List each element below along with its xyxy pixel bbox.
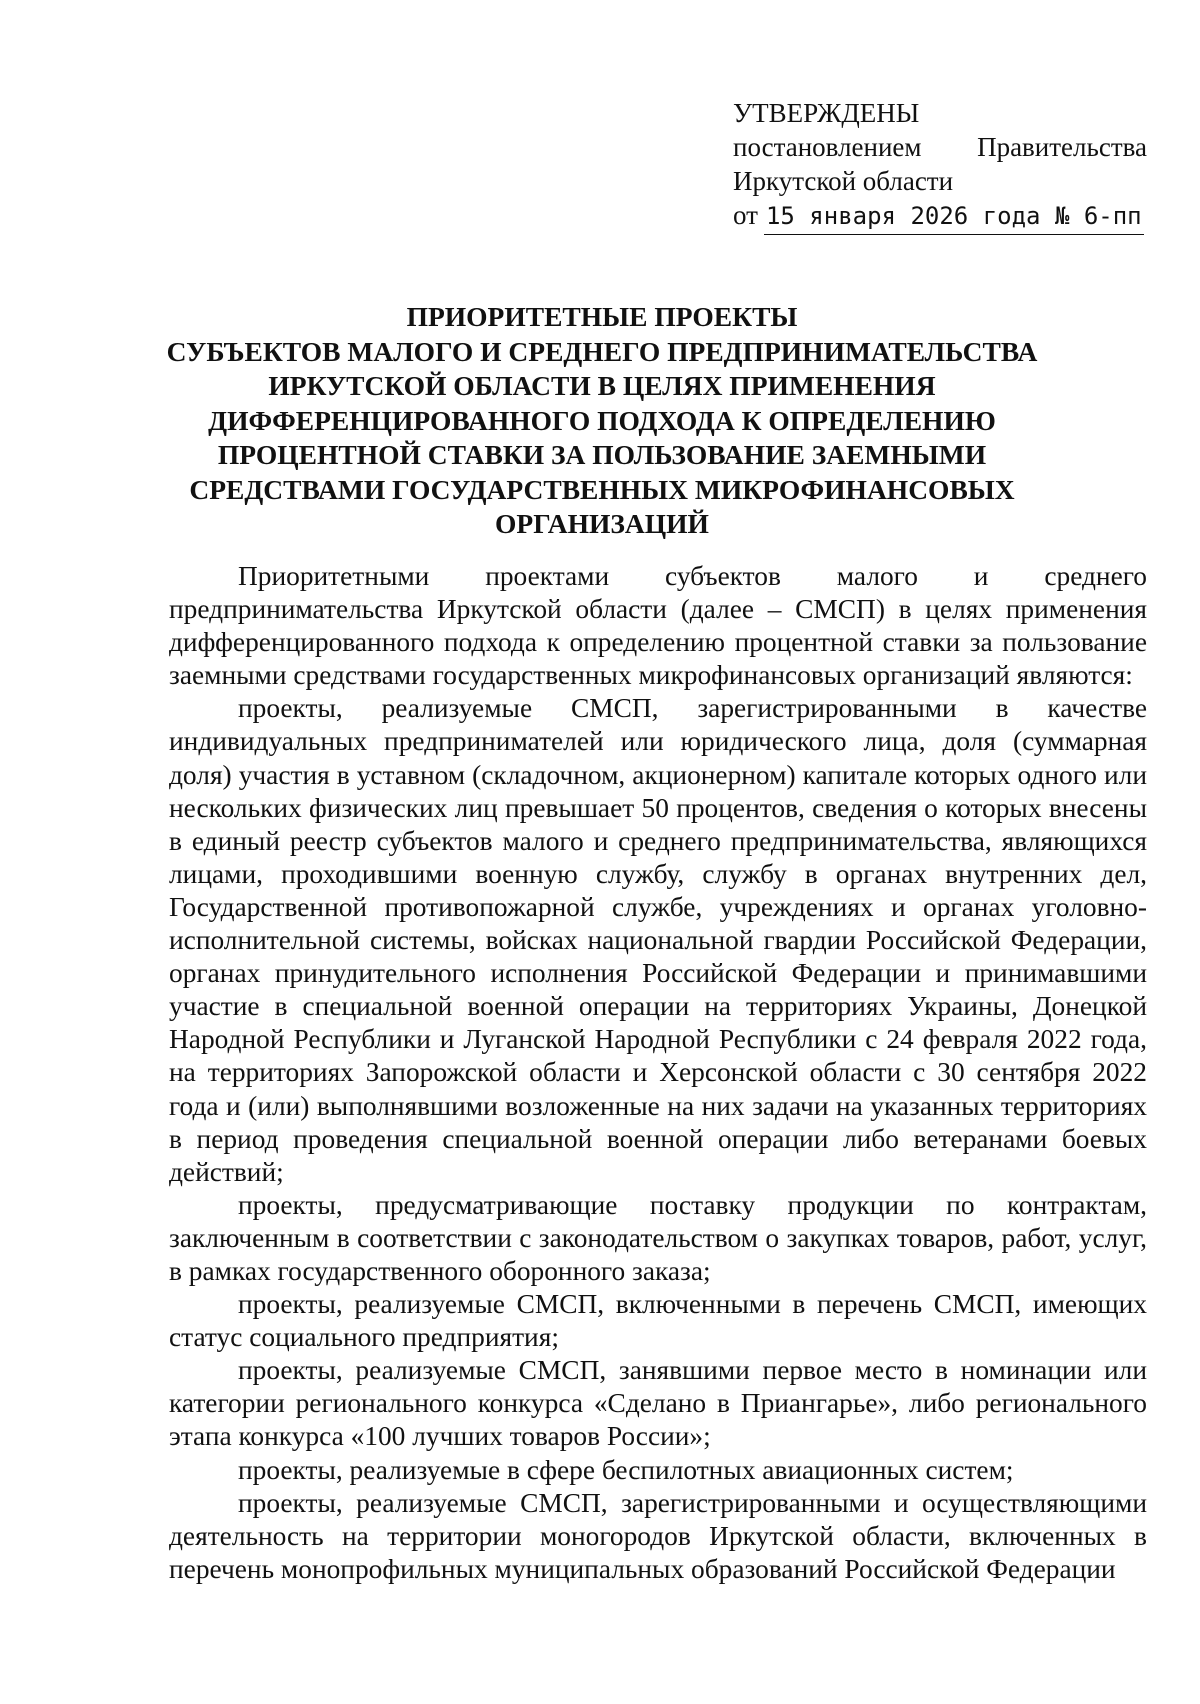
approval-block <box>733 96 1147 235</box>
title-line: ИРКУТСКОЙ ОБЛАСТИ В ЦЕЛЯХ ПРИМЕНЕНИЯ <box>268 370 936 401</box>
list-item-paragraph: проекты, реализуемые СМСП, включенными в перечень СМСП, имеющих статус социального предприятия; <box>169 1289 1147 1353</box>
approval-date-prefix: от <box>733 200 758 230</box>
title-line: ДИФФЕРЕНЦИРОВАННОГО ПОДХОДА К ОПРЕДЕЛЕНИЮ <box>208 404 996 436</box>
document-title <box>150 300 1054 542</box>
approval-date-number: 15 января 2026 года № 6-пп <box>764 199 1144 235</box>
approval-authority-line <box>733 130 1147 164</box>
intro-paragraph: Приоритетными проектами субъектов малого и среднего предпринимательства Иркутской области (далее – СМСП) в целях применения дифференцированного подхода к определению процентной ставки за пользование заемными средствами государственных микрофинансовых организаций являются: <box>169 561 1147 691</box>
title-line: СРЕДСТВАМИ ГОСУДАРСТВЕННЫХ МИКРОФИНАНСОВЫХ <box>189 473 1015 505</box>
list-item-paragraph: проекты, реализуемые СМСП, зарегистрированными в качестве индивидуальных предпринимателей или юридического лица, доля (суммарная доля) участия в уставном (складочном, акционерном) капитале которых одного или нескольких физических лиц превышает 50 процентов, сведения о которых внесены в единый реестр субъектов малого и среднего предпринимательства, являющихся лицами, проходившими военную службу, службу в органах внутренних дел, Государственной противопожарной службе, учреждениях и органах уголовно-исполнительной системы, войсках национальной гвардии Российской Федерации, органах принудительного исполнения Российской Федерации и принимавшими участие в специальной военной операции на территориях Украины, Донецкой Народной Республики и Луганской Народной Республики с 24 февраля 2022 года, на территориях Запорожской области и Херсонской области с 30 сентября 2022 года и (или) выполнявшими возложенные на них задачи на указанных территориях в период проведения специальной военной операции либо ветеранами боевых действий; <box>169 693 1147 1187</box>
approval-decree-word: постановлением <box>733 132 922 162</box>
document-body <box>169 560 1147 1586</box>
approval-date-line <box>733 198 1147 235</box>
list-item-paragraph: проекты, реализуемые в сфере беспилотных авиационных систем; <box>238 1454 1014 1485</box>
list-item-paragraph: проекты, предусматривающие поставку продукции по контрактам, заключенным в соответствии с законодательством о закупках товаров, работ, услуг, в рамках государственного оборонного заказа; <box>169 1189 1147 1286</box>
title-line: СУБЪЕКТОВ МАЛОГО И СРЕДНЕГО ПРЕДПРИНИМАТЕЛЬСТВА <box>166 335 1038 367</box>
title-line: ПРОЦЕНТНОЙ СТАВКИ ЗА ПОЛЬЗОВАНИЕ ЗАЕМНЫМИ <box>217 439 987 470</box>
list-item-paragraph: проекты, реализуемые СМСП, занявшими первое место в номинации или категории регионального конкурса «Сделано в Приангарье», либо регионального этапа конкурса «100 лучших товаров России»; <box>169 1355 1147 1452</box>
approval-word: УТВЕРЖДЕНЫ <box>733 98 920 128</box>
approval-region: Иркутской области <box>733 166 954 196</box>
list-item-paragraph: проекты, реализуемые СМСП, зарегистрированными и осуществляющими деятельность на территории моногородов Иркутской области, включенных в перечень монопрофильных муниципальных образований Российской Федерации <box>169 1487 1147 1584</box>
approval-government-word: Правительства <box>977 132 1147 162</box>
title-line: ПРИОРИТЕТНЫЕ ПРОЕКТЫ <box>406 301 798 332</box>
title-line: ОРГАНИЗАЦИЙ <box>495 508 709 539</box>
